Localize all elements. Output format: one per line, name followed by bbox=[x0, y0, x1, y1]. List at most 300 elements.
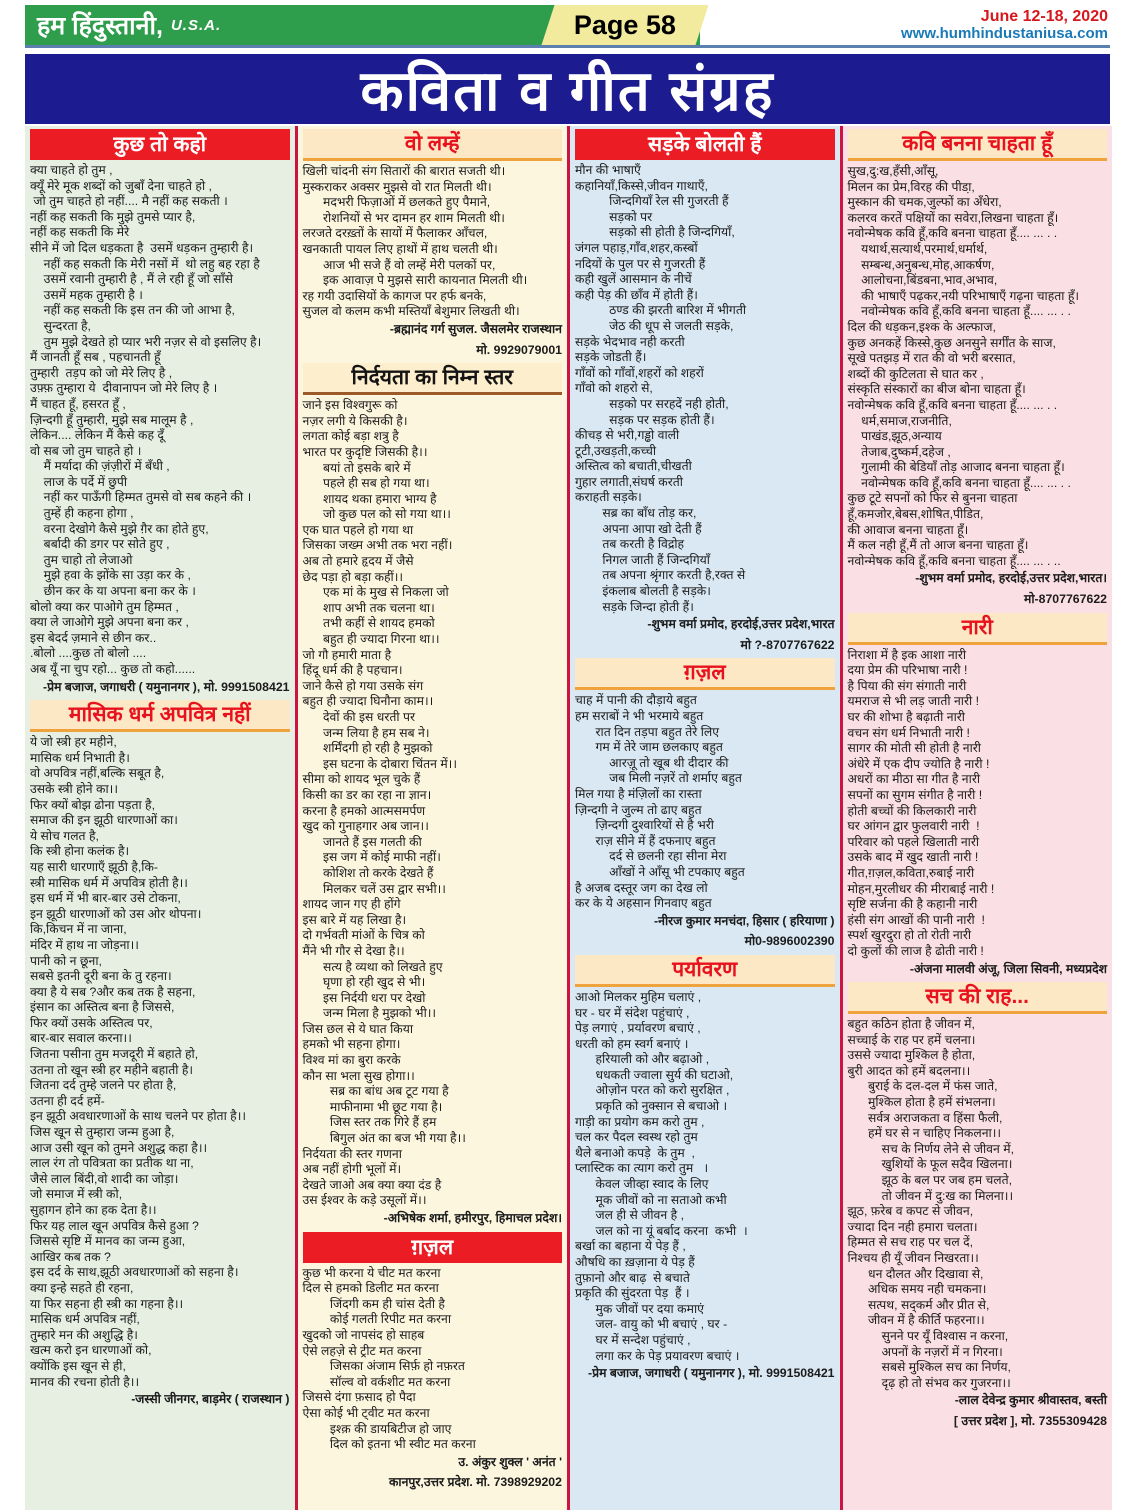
poem-line: मूक जीवों को ना सताओ कभी bbox=[575, 1192, 727, 1207]
poem-column-2 bbox=[295, 126, 568, 1510]
poem-line: कौन सा भला सुख होगा।। bbox=[302, 1068, 415, 1083]
poem-line: घर की शोभा है बढ़ाती नारी bbox=[847, 710, 965, 724]
poem-line: आखिर कब तक ? bbox=[30, 1249, 111, 1264]
poem-line: स्पर्श खुरदुरा हो तो रोती नारी bbox=[847, 928, 972, 943]
poem-line: मुक जीवों पर दया कमाएं bbox=[575, 1301, 704, 1316]
poem-line: अधरों का मीठा सा गीत है नारी bbox=[847, 772, 981, 787]
poem-line: जन्म मिला है मुझको भी।। bbox=[302, 1006, 437, 1021]
poem-attribution: -अभिषेक शर्मा, हमीरपुर, हिमाचल प्रदेश। bbox=[383, 1211, 562, 1225]
poem-line: कुछ टूटे सपनों को फिर से बुनना चाहता bbox=[847, 491, 1018, 506]
poem-line: जो समाज में स्त्री को, bbox=[30, 1187, 123, 1202]
poem-line: सबसे इतनी दूरी बना के तु रहना। bbox=[30, 969, 172, 984]
poem-line: घर आंगन द्वार फुलवारी नारी ! bbox=[847, 819, 980, 834]
poem-line: रोशनियों से भर दामन हर शाम मिलती थी। bbox=[302, 210, 505, 225]
poem-line: नहीं कह सकती कि मेरी नसों में थो लहु बह रहा है bbox=[30, 256, 260, 271]
poem-line: इस बेदर्द ज़माने से छीन कर.. bbox=[30, 630, 157, 645]
section-title: कवि बनना चाहता हूँ bbox=[848, 129, 1108, 161]
poem-line: देखते जाओ अब क्या क्या दंड है bbox=[302, 1177, 442, 1192]
poem-line: निराशा में है इक आशा नारी bbox=[847, 647, 967, 662]
poem-line: इस बारे में यह लिखा है। bbox=[302, 912, 407, 927]
poem-line: होती बच्चों की किलकारी नारी bbox=[847, 803, 977, 818]
poem-line: विश्व मां का बुरा करके bbox=[302, 1053, 401, 1068]
poem-line: सुनने पर यूँ विश्वास न करना, bbox=[847, 1328, 1009, 1343]
poem-line: छीन कर के या अपना बना कर के । bbox=[30, 584, 196, 599]
poem-line: बिगुल अंत का बज भी गया है।। bbox=[302, 1131, 466, 1146]
poem-line: यमराज से भी लड़ जाती नारी ! bbox=[847, 694, 980, 709]
poem-line: है पिया की संग संगाती नारी bbox=[847, 678, 967, 693]
poem-line: सुख,दु:ख,हँसी,आँसू, bbox=[847, 164, 939, 178]
poem-line: गम में तेरे जाम छलकाए बहुत bbox=[575, 740, 723, 755]
section-title: कुछ तो कहो bbox=[30, 129, 290, 160]
poem-line: माफीनामा भी छूट गया है। bbox=[302, 1099, 443, 1114]
poem-line: क्या ले जाओगे मुझे अपना बना कर , bbox=[30, 615, 189, 630]
poem-line: अपनों के नज़रों में न गिरना। bbox=[847, 1344, 1003, 1359]
poem-line: मंदिर में हाथ ना जोड़ना।। bbox=[30, 937, 139, 952]
poem-line: थैले बनाओ कपड़े के तुम , bbox=[575, 1145, 695, 1160]
poem-line: गाँवों को गाँवों,शहरों को शहरों bbox=[575, 365, 704, 380]
poem-line: जिसका जख्म अभी तक भरा नहीं। bbox=[302, 538, 453, 553]
poem-line: जिस खून से तुम्हारा जन्म हुआ है, bbox=[30, 1125, 175, 1140]
poem-line: क्या है ये सब ?और कब तक है सहना, bbox=[30, 984, 196, 999]
poem-line: कि,किचन में ना जाना, bbox=[30, 922, 127, 937]
poem-line: सब्र का बाँध तोड़ कर, bbox=[575, 506, 697, 521]
poem-line: लगा कर के पेड़ प्रयावरण बचाएं । bbox=[575, 1348, 740, 1363]
poem-line: खिली चांदनी संग सितारों की बारात सजती थी। bbox=[302, 164, 506, 178]
poem-line: की भाषाएँ पढ़कर,नयी परिभाषाएँ गढ़ना चाहता हूँ। bbox=[847, 288, 1080, 303]
poem-line: पानी को न छूना, bbox=[30, 953, 102, 968]
website-link[interactable]: www.humhindustaniusa.com bbox=[901, 24, 1108, 42]
masthead-usa-label: U.S.A. bbox=[170, 16, 222, 34]
poem-attribution: -जस्सी जीनगर, बाड़मेर ( राजस्थान ) bbox=[131, 1392, 290, 1407]
poem-line: सड़के भेदभाव नही करती bbox=[575, 334, 685, 349]
poem-line: ऐसे लहज़े से ट्रीट मत करना bbox=[302, 1343, 422, 1358]
poem-line: जिस स्तर तक गिरे हैं हम bbox=[302, 1115, 437, 1130]
poem-line: ज़िन्दगी हूँ तुम्हारी, मुझे सब मालूम है , bbox=[30, 412, 194, 427]
poem-line: उतना तो खून स्त्री हर महीने बहाती है। bbox=[30, 1062, 194, 1077]
poem-line: ये जो स्त्री हर महीने, bbox=[30, 735, 117, 750]
poem-line: कराहती सड़के। bbox=[575, 490, 642, 505]
poem-line: गाड़ी का प्रयोग कम करो तुम , bbox=[575, 1114, 705, 1129]
poem-line: मैं मर्यादा की ज़ंज़ीरों में बँधी , bbox=[30, 459, 170, 474]
poem-column-4 bbox=[840, 126, 1113, 1510]
poem-line: उसके स्त्री होने का।। bbox=[30, 781, 118, 796]
poem-line: जितना दर्द तुम्हे जलने पर होता है, bbox=[30, 1078, 177, 1093]
poem-line: .बोलो ....कुछ तो बोलो .... bbox=[30, 646, 147, 661]
poem-line: सॉल्व वो वर्कशीट मत करना bbox=[302, 1374, 451, 1389]
poem-line: फिर यह लाल खून अपवित्र कैसे हुआ ? bbox=[30, 1218, 199, 1233]
poem-line: खुशियों के फूल सदैव खिलना। bbox=[847, 1157, 1013, 1172]
poem-line: बार-बार सवाल करना।। bbox=[30, 1031, 132, 1046]
poem-attribution: -शुभम वर्मा प्रमोद, हरदोई,उत्तर प्रदेश,भारत। bbox=[915, 571, 1107, 586]
poem-attribution: -शुभम वर्मा प्रमोद, हरदोई,उत्तर प्रदेश,भारत bbox=[647, 617, 835, 632]
poem-line: पेड़ लगाएं , प्रर्यावरण बचाएं , bbox=[575, 1021, 701, 1036]
poem-line: झूठ, फ़रेब व कपट से जीवन, bbox=[847, 1204, 974, 1219]
poem-line: क्या इन्हे सहते ही रहना, bbox=[30, 1280, 134, 1295]
poem-line: उतना ही दर्द हमें- bbox=[30, 1093, 105, 1108]
poem-line: सत्य है व्यथा को लिखते हुए bbox=[302, 959, 443, 974]
poem-line: कही खुलें आसमान के नीचें bbox=[575, 272, 692, 287]
poem-line: बोलो क्या कर पाओगे तुम हिम्मत , bbox=[30, 599, 179, 614]
poem-line: प्लास्टिक का त्याग करो तुम । bbox=[575, 1161, 709, 1176]
poem-line: सुहागन होने का हक देता है।। bbox=[30, 1203, 157, 1217]
poem-line: जीवन में है कीर्ति फहरना।। bbox=[847, 1313, 985, 1328]
poem-line: सृष्टि सर्जना की है कहानी नारी bbox=[847, 897, 978, 912]
poem-line: बुरी आदत को हमें बदलना।। bbox=[847, 1063, 971, 1078]
poem-line: सुन्दरता है, bbox=[30, 318, 91, 333]
poem-line: गीत,ग़ज़ल,कविता,रुबाई नारी bbox=[847, 865, 975, 880]
poem-line: सुजल वो कलम कभी मस्तियाँ बेशुमार लिखती थी। bbox=[302, 304, 520, 319]
poem-line: तुम्हारे मन की अशुद्धि है। bbox=[30, 1327, 138, 1342]
poem-line: आओ मिलकर मुहिम चलाएं , bbox=[575, 989, 702, 1004]
poem-line: यथार्थ,सत्यार्थ,परमार्थ,धर्मार्थ, bbox=[847, 241, 988, 256]
poem-line: सत्पथ, सद्कर्म और प्रीत से, bbox=[847, 1297, 990, 1312]
poem-line: बहुत ही ज्यादा घिनौना काम।। bbox=[302, 694, 434, 709]
poem-line: हिंदू धर्म की है पहचान। bbox=[302, 663, 403, 678]
poem-line: क्योंकि इस खून से ही, bbox=[30, 1358, 126, 1373]
poem-line: टूटी,उखड़ती,कच्ची bbox=[575, 443, 657, 458]
poem-line: जब मिली नज़रें तो शर्माए बहुत bbox=[575, 771, 742, 786]
poem-line: तो जीवन में दु:ख का मिलना।। bbox=[847, 1188, 1014, 1203]
poem-line: उफ़्फ़ तुम्हारा ये दीवानापन जो मेरे लिए है । bbox=[30, 381, 218, 396]
poem-line: जिससे दंगा फ़साद हो पैदा bbox=[302, 1390, 416, 1405]
poem-line: हिम्मत से सच राह पर चल दें, bbox=[847, 1235, 974, 1250]
poem-line: हूँ,कमजोर,बेबस,शोषित,पीडित, bbox=[847, 507, 984, 522]
poem-line: मुस्कराकर अक्सर मुझसे वो रात मिलती थी। bbox=[302, 179, 492, 194]
poem-attribution: -ब्रह्मानंद गर्ग सुजल. जैसलमेर राजस्थान bbox=[389, 321, 562, 336]
poem-line: चल कर पैदल स्वस्थ रहो तुम bbox=[575, 1130, 698, 1145]
poem-line: कलरव करतें पक्षियों का सवेरा,लिखना चाहता हूँ। bbox=[847, 210, 1059, 225]
poem-line: इस जग में कोई माफी नहीं। bbox=[302, 850, 441, 865]
poem-line: हमें घर से न चाहिए निकलना।। bbox=[847, 1126, 1002, 1141]
poem-line: जिससे सृष्टि में मानव का जन्म हुआ, bbox=[30, 1234, 186, 1249]
poem-line: तेजाब,दुष्कर्म,दहेज , bbox=[847, 444, 951, 459]
poem-line: इस धर्म में भी बार-बार उसे टोकना, bbox=[30, 891, 181, 906]
poem-line: जिसका अंजाम सिर्फ़ हो नफ़रत bbox=[302, 1359, 465, 1374]
poem-line: मैं कल नही हूँ,मैं तो आज बनना चाहता हूँ। bbox=[847, 538, 1029, 553]
poem-attribution: कानपुर,उत्तर प्रदेश. मो. 7398929202 bbox=[388, 1475, 562, 1490]
poem-line: मुस्कान की चमक,जुल्फों का अँधेरा, bbox=[847, 195, 1002, 210]
poem-line: संस्कृति संस्कारों का बीज बोना चाहता हूँ। bbox=[847, 382, 1026, 397]
issue-date: June 12-18, 2020 bbox=[980, 7, 1108, 25]
poem-line: मासिक धर्म अपवित्र नहीं, bbox=[30, 1312, 140, 1327]
poem-line: जो गौ हमारी माता है bbox=[302, 647, 392, 662]
poem-line: सबसे मुश्किल सच का निर्णय, bbox=[847, 1360, 1011, 1375]
section-banner-title: कविता व गीत संग्रह bbox=[360, 59, 775, 122]
poem-attribution: -अंजना मालवी अंजू, जिला सिवनी, मध्यप्रदेश bbox=[909, 961, 1107, 976]
poem-line: देवों की इस धरती पर bbox=[302, 710, 415, 724]
masthead-bar bbox=[25, 5, 1110, 48]
poem-line: आँखों ने आँसू भी टपकाए बहुत bbox=[575, 864, 745, 879]
poem-line: तभी कहीं से शायद हमको bbox=[302, 616, 435, 631]
poem-line: राज़ सीने में हैं दफनाए बहुत bbox=[575, 833, 716, 848]
poem-line: जिन्दगियाँ रेल सी गुजरती हैं bbox=[575, 194, 729, 209]
poem-line: नज़र लगी ये किसकी है। bbox=[302, 413, 408, 428]
poem-line: गुहार लगाती,संघर्ष करती bbox=[575, 474, 683, 489]
poem-line: कर के ये अहसान गिनवाए बहुत bbox=[575, 896, 712, 911]
poem-line: नदियों के पुल पर से गुजरती हैं bbox=[575, 256, 706, 271]
poem-line: धधकती ज्वाला सुर्य की घटाओ, bbox=[575, 1067, 734, 1082]
poem-line: दृढ़ हो तो संभव कर गुजरना।। bbox=[847, 1375, 1011, 1390]
poem-line: पहले ही सब हो गया था। bbox=[302, 476, 430, 491]
poem-line: नहीं कह सकती कि मेरे bbox=[30, 225, 130, 240]
poem-line: बयां तो इसके बारे में bbox=[302, 460, 411, 475]
poem-line: अपना आपा खो देती हैं bbox=[575, 521, 702, 536]
poem-line: वरना देखोगे कैसे मुझे ग़ैर का होते हुए, bbox=[30, 521, 209, 536]
poem-line: सड़क पर सड़क होती हैं। bbox=[575, 412, 715, 427]
poem-line: चाह में पानी की दौड़ाये बहुत bbox=[575, 693, 697, 708]
poem-column-1 bbox=[25, 126, 295, 1510]
poem-line: इंसान का अस्तित्व बना है जिससे, bbox=[30, 1000, 175, 1015]
poem-line: ज़िन्दगी ने जुल्म तो ढाए बहुत bbox=[575, 802, 702, 817]
poem-line: की आवाज बनना चाहता हूँ। bbox=[847, 522, 969, 537]
poem-line: आज उसी खून को तुमने अशुद्ध कहा है।। bbox=[30, 1140, 208, 1155]
poem-line: कुछ भी करना ये चीट मत करना bbox=[302, 1265, 441, 1280]
poem-line: दिल को इतना भी स्वीट मत करना bbox=[302, 1437, 476, 1452]
poem-line: वो अपवित्र नहीं,बल्कि सबूत है, bbox=[30, 766, 165, 781]
poem-line: जन्म लिया है हम सब ने। bbox=[302, 725, 430, 740]
section-banner bbox=[25, 54, 1110, 124]
poem-line: जिस छल से ये घात किया bbox=[302, 1021, 414, 1036]
poem-attribution: -प्रेम बजाज, जगाधरी ( यमुनानगर ), मो. 9991508421 bbox=[588, 1366, 835, 1381]
poem-line: ऐसा कोई भी ट्वीट मत करना bbox=[302, 1405, 430, 1420]
poem-attribution: उ. अंकुर शुक्ल ' अनंत ' bbox=[458, 1454, 562, 1469]
poem-line: दया प्रेम की परिभाषा नारी ! bbox=[847, 663, 968, 678]
poem-line: आज भी सजे हैं वो लम्हें मेरी पलकों पर, bbox=[302, 257, 496, 272]
poem-line: दो गर्भवती मांओं के चित्र को bbox=[302, 928, 425, 943]
poem-line: मुझे हवा के झोंके सा उड़ा कर के , bbox=[30, 568, 191, 583]
poem-line: मदभरी फिज़ाओं में छलकते हुए पैमाने, bbox=[302, 195, 491, 210]
poem-line: कोई गलती रिपीट मत करना bbox=[302, 1312, 452, 1327]
poem-line: उससे ज्यादा मुश्किल है होता, bbox=[847, 1048, 976, 1063]
poem-line: इक आवाज़ पे मुझसे सारी कायनात मिलती थी। bbox=[302, 273, 528, 288]
poem-line: रह गयी उदासियों के कागज पर हर्फ बनके, bbox=[302, 288, 487, 303]
section-title: निर्दयता का निम्न स्तर bbox=[303, 363, 563, 395]
poem-line: उसमें महक तुम्हारी है । bbox=[30, 287, 143, 302]
poem-line: मैंने भी गौर से देखा है।। bbox=[302, 943, 405, 958]
poem-line: स्त्री मासिक धर्म में अपवित्र होती है।। bbox=[30, 875, 188, 890]
poem-line: जल को ना यूं बर्बाद करना कभी । bbox=[575, 1223, 748, 1238]
poem-line: भारत पर कुदृष्टि जिसकी है।। bbox=[302, 444, 428, 459]
poem-attribution: [ उत्तर प्रदेश ], मो. 7355309428 bbox=[953, 1413, 1107, 1428]
section-title: सड़के बोलती हैं bbox=[575, 129, 835, 160]
poem-line: पाखंड,झूठ,अन्याय bbox=[847, 429, 942, 444]
poem-line: मैं जानती हूँ सब , पहचानती हूँ bbox=[30, 350, 161, 365]
poem-line: इन झूठी अवधारणाओं के साथ चलने पर होता है।। bbox=[30, 1109, 247, 1124]
poem-line: सपनों का सुगम संगीत है नारी ! bbox=[847, 787, 983, 802]
poem-line: छेद पड़ा हो बड़ा कहीं।। bbox=[302, 569, 404, 584]
poem-line: गुलामी की बेडियाँ तोड़ आजाद बनना चाहता हूँ। bbox=[847, 460, 1065, 475]
poem-line: दिल की धड़कन,इश्क के अल्फाज, bbox=[847, 319, 996, 334]
poem-line: वचन संग धर्म निभाती नारी ! bbox=[847, 725, 970, 740]
poem-line: जाने कैसे हो गया उसके संग bbox=[302, 678, 424, 693]
poem-line: जानते हैं इस गलती की bbox=[302, 834, 422, 849]
poem-line: जाने इस विश्वगुरू को bbox=[302, 398, 398, 413]
poem-line: फिर क्यों उसके अस्तित्व पर, bbox=[30, 1015, 153, 1030]
poem-attribution: मो ?-8707767622 bbox=[740, 637, 835, 652]
poem-line: खनकाती पायल लिए हाथों में हाथ चलती थी। bbox=[302, 241, 498, 256]
poem-line: एक मां के मुख से निकला जो bbox=[302, 585, 449, 600]
poem-line: ओज़ोन परत को करो सुरक्षित , bbox=[575, 1083, 730, 1098]
poem-line: केवल जीव्हा स्वाद के लिए bbox=[575, 1177, 709, 1192]
masthead-green-strip bbox=[25, 5, 700, 45]
poem-line: मासिक धर्म निभाती है। bbox=[30, 750, 130, 765]
section-title: सच की राह... bbox=[848, 982, 1108, 1014]
poem-line: कहानियाँ,किस्से,जीवन गाथाएँ, bbox=[575, 178, 708, 193]
poem-line: धर्म,समाज,राजनीति, bbox=[847, 413, 952, 428]
poem-line: इस निर्दयी धरा पर देखो bbox=[302, 990, 426, 1005]
poem-line: हमको भी सहना होगा। bbox=[302, 1037, 401, 1052]
poem-line: लेकिन.... लेकिन मैं कैसे कह दूँ bbox=[30, 428, 164, 443]
poem-line: जो तुम चाहते हो नहीं.... मै नहीं कह सकती । bbox=[30, 194, 228, 209]
poem-line: सीने में जो दिल धड़कता है उसमें धड़कन तुम्हारी है। bbox=[30, 240, 254, 255]
poem-line: यह सारी धारणाएँ झूठी है,कि- bbox=[30, 859, 158, 874]
poem-attribution: मो0-9896002390 bbox=[744, 934, 835, 949]
poem-line: बर्खा का बहाना ये पेड़ हैं , bbox=[575, 1239, 686, 1254]
poem-line: समाज की इन झूठी धारणाओं का। bbox=[30, 813, 178, 828]
poem-line: अब नहीं होगी भूलों में। bbox=[302, 1162, 402, 1177]
poem-line: हंसी संग आखों की पानी नारी ! bbox=[847, 912, 985, 927]
poem-line: निश्चय ही यूँ जीवन निखरता।। bbox=[847, 1251, 979, 1265]
poem-line: फिर क्यों बोझ ढोना पड़ता है, bbox=[30, 797, 155, 812]
poem-line: अंधेरे में एक दीप ज्योति है नारी ! bbox=[847, 756, 990, 771]
poem-line: नवोन्मेषक कवि हूँ,कवि बनना चाहता हूँ.... ... . .. bbox=[847, 553, 1061, 568]
poem-line: प्रकृति की सुंदरता पेड़ हैं । bbox=[575, 1286, 690, 1301]
poem-attribution: -नीरज कुमार मनचंदा, हिसार ( हरियाणा ) bbox=[654, 913, 835, 928]
poem-line: नहीं कह सकती कि मुझे तुमसे प्यार है, bbox=[30, 209, 196, 224]
poem-line: मोहन,मुरलीधर की मीराबाई नारी ! bbox=[847, 881, 995, 896]
poem-line: नहीं कह सकती कि इस तन की जो आभा है, bbox=[30, 303, 235, 318]
poem-line: धरती को हम स्वर्ग बनाएं । bbox=[575, 1036, 689, 1051]
poem-line: वो सब जो तुम चाहते हो । bbox=[30, 443, 142, 458]
poem-line: सच्चाई के राह पर हमें चलना। bbox=[847, 1032, 976, 1047]
poem-line: है अजब दस्तूर जग का देख लो bbox=[575, 880, 708, 895]
poem-line: क्या चाहते हो तुम , bbox=[30, 163, 113, 177]
poem-line: तुफ़ानो और बाढ़ से बचाते bbox=[575, 1270, 690, 1285]
poem-line: धन दौलत और दिखावा से, bbox=[847, 1266, 984, 1281]
poem-line: जितना पसीना तुम मजदूरी में बहाते हो, bbox=[30, 1047, 199, 1062]
poem-line: इश्क़ की डायबिटीज हो जाए bbox=[302, 1421, 452, 1436]
poem-line: लाज के पर्दे में छुपी bbox=[30, 474, 128, 489]
poem-line: जो कुछ पल को सो गया था।। bbox=[302, 507, 451, 522]
poem-line: लरजते दरख़्तों के सायों में फैलाकर आँचल, bbox=[302, 226, 488, 241]
poem-line: तुम मुझे देखते हो प्यार भरी नज़र से वो इसलिए है। bbox=[30, 334, 262, 349]
poem-line: हम सराबों ने भी भरमाये बहुत bbox=[575, 709, 704, 723]
poem-line: ठण्ड की झरती बारिश में भीगती bbox=[575, 303, 747, 318]
poem-line: सागर की मोती सी होती है नारी bbox=[847, 741, 981, 756]
poem-line: तुम्हारी तड़प को जो मेरे लिए है , bbox=[30, 365, 173, 380]
poem-line: हरियाली को और बढ़ाओ , bbox=[575, 1052, 710, 1067]
poem-attribution: मो. 9929079001 bbox=[476, 342, 562, 357]
poem-line: शायद जान गए ही होंगे bbox=[302, 897, 401, 912]
poem-line: रात दिन तड़पा बहुत तेरे लिए bbox=[575, 724, 720, 739]
poem-line: कीचड़ से भरी,गड्ढो वाली bbox=[575, 428, 680, 443]
poem-line: अस्तित्व को बचाती,चीखती bbox=[575, 459, 692, 474]
poem-line: करना है हमको आत्मसमर्पण bbox=[302, 803, 426, 818]
poem-line: जेठ की धूप से जलती सड़के, bbox=[575, 318, 734, 333]
poem-line: घृणा हो रही खुद से भी। bbox=[302, 975, 426, 990]
poem-line: बहुत कठिन होता है जीवन में, bbox=[847, 1017, 975, 1032]
poem-line: मैं चाहत हूँ, हसरत हूँ , bbox=[30, 396, 126, 411]
section-title: वो लम्हें bbox=[303, 129, 563, 161]
poem-line: जंगल पहाड़,गाँव,शहर,कस्बों bbox=[575, 240, 698, 255]
poem-line: प्रकृति को नुक्सान से बचाओ । bbox=[575, 1099, 728, 1114]
poem-line: खुद को गुनाहगार अब जान।। bbox=[302, 819, 429, 834]
poem-line: मिल गया है मंज़िलों का रास्ता bbox=[575, 786, 702, 801]
poem-line: मुश्किल होता है हमें संभलना। bbox=[847, 1095, 996, 1110]
poem-columns bbox=[25, 126, 1112, 1510]
poem-line: लाल रंग तो पवित्रता का प्रतीक था ना, bbox=[30, 1156, 194, 1171]
poem-line: आरज़ू तो खूब थी दीदार की bbox=[575, 755, 729, 770]
poem-line: सड़को सी होती है जिन्दगियाँ, bbox=[575, 225, 735, 240]
poem-line: बुराई के दल-दल में फंस जाते, bbox=[847, 1079, 998, 1094]
poem-line: झूठ के बल पर जब हम चलते, bbox=[847, 1173, 1013, 1188]
masthead-title: हम हिंदुस्तानी, bbox=[37, 12, 163, 40]
poem-line: सर्वत्र अराजकता व हिंसा फैली, bbox=[847, 1110, 1003, 1125]
poem-line: घर में सन्देश पहुंचाएं , bbox=[575, 1332, 691, 1347]
section-title: ग़ज़ल bbox=[303, 1232, 563, 1263]
poem-line: शायद थका हमारा भाग्य है bbox=[302, 491, 437, 506]
poem-line: उसमें रवानी तुम्हारी है , मैं ले रही हूँ जो साँसे bbox=[30, 272, 233, 287]
poem-column-3 bbox=[567, 126, 840, 1510]
poem-line: अब तो हमारे हृदय में जैसे bbox=[302, 554, 414, 569]
poem-line: घर - घर में संदेश पहुंचाएं , bbox=[575, 1005, 690, 1020]
poem-line: सब्र का बांध अब टूट गया है bbox=[302, 1084, 449, 1099]
poem-line: उसके बाद में खुद खाती नारी ! bbox=[847, 850, 979, 865]
poem-line: जल ही से जीवन है , bbox=[575, 1208, 684, 1223]
poem-attribution: मो-8707767622 bbox=[1023, 592, 1107, 607]
section-title: मासिक धर्म अपवित्र नहीं bbox=[30, 700, 290, 732]
poem-line: खुदको जो नापसंद हो साहब bbox=[302, 1327, 425, 1342]
poem-attribution: -लाल देवेन्द्र कुमार श्रीवास्तव, बस्ती bbox=[954, 1393, 1107, 1408]
poem-line: कही पेड़ की छाँव में होती हैं। bbox=[575, 287, 698, 302]
poem-line: निगल जाती हैं जिन्दगियाँ bbox=[575, 552, 710, 567]
poem-line: आलोचना,बिंडबना,भाव,अभाव, bbox=[847, 273, 998, 288]
poem-line: मानव की रचना होती है।। bbox=[30, 1374, 140, 1389]
poem-line: कोशिश तो करके देखते हैं bbox=[302, 865, 434, 880]
section-title: ग़ज़ल bbox=[575, 658, 835, 690]
poem-line: सड़के जिन्दा होती हैं। bbox=[575, 599, 694, 614]
poem-line: जिंदगी कम ही चांस देती है bbox=[302, 1296, 445, 1311]
poem-line: तुम चाहो तो लेजाओ bbox=[30, 552, 133, 567]
section-title: नारी bbox=[848, 613, 1108, 645]
poem-line: निर्दयता की स्तर गणना bbox=[302, 1146, 402, 1161]
poem-line: उस ईश्वर के कड़े उसूलों में।। bbox=[302, 1193, 427, 1208]
poem-line: इस दर्द के साथ,झूठी अवधारणाओं को सहना है। bbox=[30, 1265, 239, 1280]
poem-line: जैसे लाल बिंदी,वो शादी का जोड़ा। bbox=[30, 1171, 179, 1186]
poem-line: इस घटना के दोबारा चिंतन में।। bbox=[302, 756, 457, 771]
poem-line: सड़को पर सरहदें नही होती, bbox=[575, 396, 729, 411]
poem-line: क्यूँ मेरे मूक शब्दों को जुबाँ देना चाहते हो , bbox=[30, 178, 212, 193]
poem-line: ये सोच गलत है, bbox=[30, 828, 99, 843]
poem-attribution: -प्रेम बजाज, जगाधरी ( यमुनानगर ), मो. 9991508421 bbox=[43, 679, 290, 694]
poem-line: एक घात पहले हो गया था bbox=[302, 522, 414, 537]
poem-line: इन झूठी धारणाओं को उस ओर थोपना। bbox=[30, 906, 202, 921]
poem-line: परिवार को पहले खिलाती नारी bbox=[847, 834, 980, 849]
poem-line: दिल से हमको डिलीट मत करना bbox=[302, 1281, 439, 1296]
poem-line: अधिक समय नही चमकना। bbox=[847, 1282, 987, 1297]
poem-line: मिलन का प्रेम,विरह की पीडा़, bbox=[847, 179, 975, 194]
poem-line: तब करती है विद्रोह bbox=[575, 537, 685, 552]
poem-line: सम्बन्ध,अनुबन्ध,मोह,आकर्षण, bbox=[847, 257, 995, 272]
poem-line: शाप अभी तक चलना था। bbox=[302, 600, 435, 615]
section-title: पर्यावरण bbox=[575, 955, 835, 987]
poem-line: तब अपना श्रृंगार करती है,रक्त से bbox=[575, 568, 746, 583]
poem-line: कुछ अनकहें किस्से,कुछ अनसुने सर्गींत के साज, bbox=[847, 335, 1056, 350]
poem-line: शर्मिंदगी हो रही है मुझको bbox=[302, 741, 433, 756]
masthead-right-block bbox=[700, 5, 1110, 45]
poem-line: कि स्त्री होना कलंक है। bbox=[30, 844, 130, 859]
poem-line: बहुत ही ज्यादा गिरना था।। bbox=[302, 632, 440, 647]
